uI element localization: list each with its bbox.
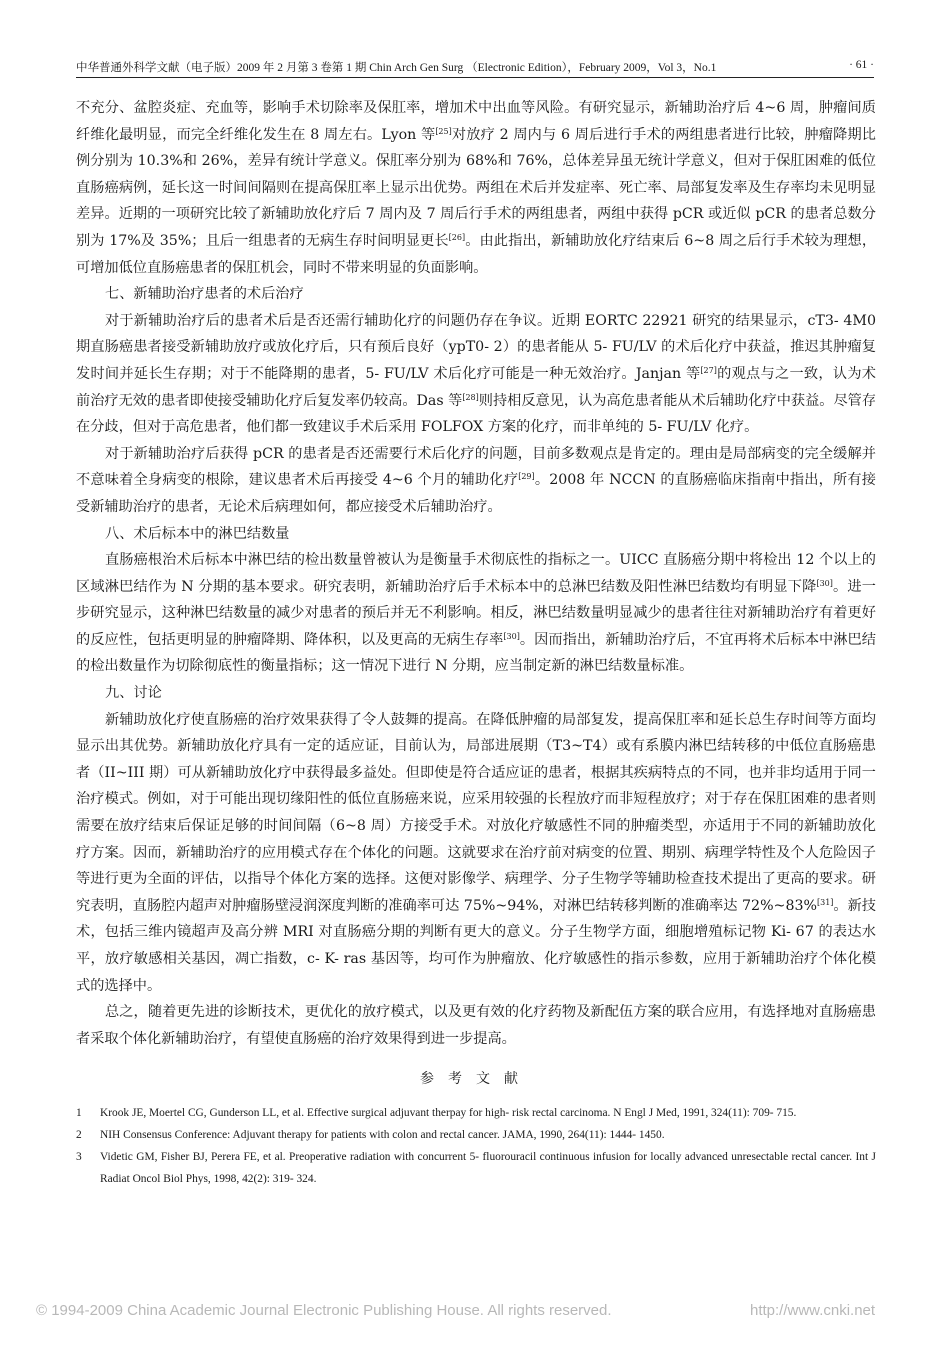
citation-ref[interactable]: [27] [700, 365, 717, 375]
reference-text: NIH Consensus Conference: Adjuvant therapy for patients with colon and rectal cancer. JAMA, 1990, 264(11): 1444- 1450. [100, 1129, 665, 1142]
reference-list [76, 1102, 876, 1190]
journal-citation: 中华普通外科学文献（电子版）2009 年 2 月第 3 卷第 1 期 Chin Arch Gen Surg （Electronic Edition），February 2009，Vol 3，No.1 [76, 62, 717, 74]
reference-number: 3 [76, 1151, 82, 1164]
reference-number: 1 [76, 1107, 82, 1120]
citation-ref[interactable]: [28] [462, 392, 479, 402]
paragraph: 总之，随着更先进的诊断技术，更优化的放疗模式，以及更有效的化疗药物及新配伍方案的联合应用，有选择地对直肠癌患者采取个体化新辅助治疗，有望使直肠癌的治疗效果得到进一步提高。 [76, 1004, 876, 1047]
section-heading-8: 八、术后标本中的淋巴结数量 [105, 525, 290, 542]
citation-ref[interactable]: [30] [503, 631, 520, 641]
reference-number: 2 [76, 1129, 82, 1142]
page-number: · 61 · [849, 59, 874, 71]
running-header [76, 59, 874, 81]
paragraph: 对于新辅助治疗后获得 pCR 的患者是否还需要行术后化疗的问题，目前多数观点是肯定的。理由是局部病变的完全缓解并不意味着全身病变的根除，建议患者术后再接受 4~6 个月的辅助化疗[29]。2008 年 NCCN 的直肠癌临床指南中指出，所有接受新辅助治疗的患者，无论术后病理如何，都应接受术后辅助治疗。 [76, 445, 876, 515]
reference-item [76, 1124, 876, 1146]
reference-text: Videtic GM, Fisher BJ, Perera FE, et al. Preoperative radiation with concurrent 5- fluorouracil continuous infusion for locally advanced unresectable rectal cancer. Int J Radiat Oncol Biol Phys, 1998, 42(2): 319- 324. [100, 1151, 876, 1186]
citation-ref[interactable]: [26] [448, 232, 466, 242]
paragraph: 对于新辅助治疗后的患者术后是否还需行辅助化疗的问题仍存在争议。近期 EORTC 22921 研究的结果显示，cT3- 4M0 期直肠癌患者接受新辅助放疗或放化疗后，只有预后良好（ypT0- 2）的患者能从 5- FU/LV 的术后化疗中获益，推迟其肿瘤复发时间并延长生存期；对于不能降期的患者，5- FU/LV 术后化疗可能是一种无效治疗。Janjan 等[27]的观点与之一致，认为术前治疗无效的患者即使接受辅助化疗后复发率仍较高。Das 等[28]则持相反意见，认为高危患者能从术后辅助化疗中获益。尽管存在分歧，但对于高危患者，他们都一致建议手术后采用 FOLFOX 方案的化疗，而非单纯的 5- FU/LV 化疗。 [76, 312, 877, 436]
copyright-footer [36, 1302, 876, 1319]
reference-text: Krook JE, Moertel CG, Gunderson LL, et al. Effective surgical adjuvant therpay for high- risk rectal carcinoma. N Engl J Med, 1991, 324(11): 709- 715. [100, 1107, 797, 1120]
citation-ref[interactable]: [29] [518, 472, 535, 482]
copyright-text: © 1994-2009 China Academic Journal Electronic Publishing House. All rights reserved. [36, 1302, 612, 1319]
paragraph-continued: 不充分、盆腔炎症、充血等，影响手术切除率及保肛率，增加术中出血等风险。有研究显示，新辅助治疗后 4~6 周，肿瘤间质纤维化最明显，而完全纤维化发生在 8 周左右。Lyon 等[25]对放疗 2 周内与 6 周后进行手术的两组患者进行比较，肿瘤降期比例分别为 10.3%和 26%，差异有统计学意义。保肛率分别为 68%和 76%，总体差异虽无统计学意义，但对于保肛困难的低位直肠癌病例，延长这一时间间隔则在提高保肛率上显示出优势。两组在术后并发症率、死亡率、局部复发率及生存率均未见明显差异。近期的一项研究比较了新辅助放化疗后 7 周内及 7 周后行手术的两组患者，两组中获得 pCR 或近似 pCR 的患者总数分别为 17%及 35%；且后一组患者的无病生存时间明显更长[26]。由此指出，新辅助放化疗结束后 6~8 周之后行手术较为理想，可增加低位直肠癌患者的保肛机会，同时不带来明显的负面影响。 [76, 100, 877, 276]
article-body [76, 95, 876, 1190]
references-title: 参考文献 [420, 1071, 532, 1088]
reference-item [76, 1146, 876, 1190]
footer-url[interactable]: http://www.cnki.net [750, 1302, 876, 1319]
section-heading-7: 七、新辅助治疗患者的术后治疗 [105, 286, 304, 303]
section-heading-9: 九、讨论 [105, 685, 162, 702]
header-rule [76, 77, 874, 78]
citation-ref[interactable]: [31] [816, 897, 834, 907]
paragraph: 新辅助放化疗使直肠癌的治疗效果获得了令人鼓舞的提高。在降低肿瘤的局部复发，提高保肛率和延长总生存时间等方面均显示出其优势。新辅助放化疗具有一定的适应证，目前认为，局部进展期（T3~T4）或有系膜内淋巴结转移的中低位直肠癌患者（II~III 期）可从新辅助放化疗中获得最多益处。但即使是符合适应证的患者，根据其疾病特点的不同，也并非均适用于同一治疗模式。例如，对于可能出现切缘阳性的低位直肠癌来说，应采用较强的长程放疗而非短程放疗；对于存在保肛困难的患者则需要在放疗结束后保证足够的时间间隔（6~8 周）方接受手术。对放化疗敏感性不同的肿瘤类型，亦适用于不同的新辅助放化疗方案。因而，新辅助治疗的应用模式存在个体化的问题。这就要求在治疗前对病变的位置、期别、病理学特性及个人危险因子等进行更为全面的评估，以指导个体化方案的选择。这便对影像学、病理学、分子生物学等辅助检查技术提出了更高的要求。研究表明，直肠腔内超声对肿瘤肠壁浸润深度判断的准确率可达 75%~94%，对淋巴结转移判断的准确率达 72%~83%[31]。新技术，包括三维内镜超声及高分辨 MRI 对直肠癌分期的判断有更大的意义。分子生物学方面，细胞增殖标记物 Ki- 67 的表达水平，放疗敏感相关基因，凋亡指数，c- K- ras 基因等，均可作为肿瘤放、化疗敏感性的指示参数，应用于新辅助治疗个体化模式的选择中。 [76, 711, 876, 994]
citation-ref[interactable]: [30] [816, 578, 833, 588]
reference-item [76, 1102, 876, 1124]
citation-ref[interactable]: [25] [435, 126, 452, 136]
paragraph: 直肠癌根治术后标本中淋巴结的检出数量曾被认为是衡量手术彻底性的指标之一。UICC 直肠癌分期中将检出 12 个以上的区域淋巴结作为 N 分期的基本要求。研究表明，新辅助治疗后手术标本中的总淋巴结数及阳性淋巴结数均有明显下降[30]。进一步研究显示，这种淋巴结数量的减少对患者的预后并无不利影响。相反，淋巴结数量明显减少的患者往往对新辅助治疗有着更好的反应性，包括更明显的肿瘤降期、降体积，以及更高的无病生存率[30]。因而指出，新辅助治疗后，不宜再将术后标本中淋巴结的检出数量作为切除彻底性的衡量指标；这一情况下进行 N 分期，应当制定新的淋巴结数量标准。 [76, 552, 876, 675]
